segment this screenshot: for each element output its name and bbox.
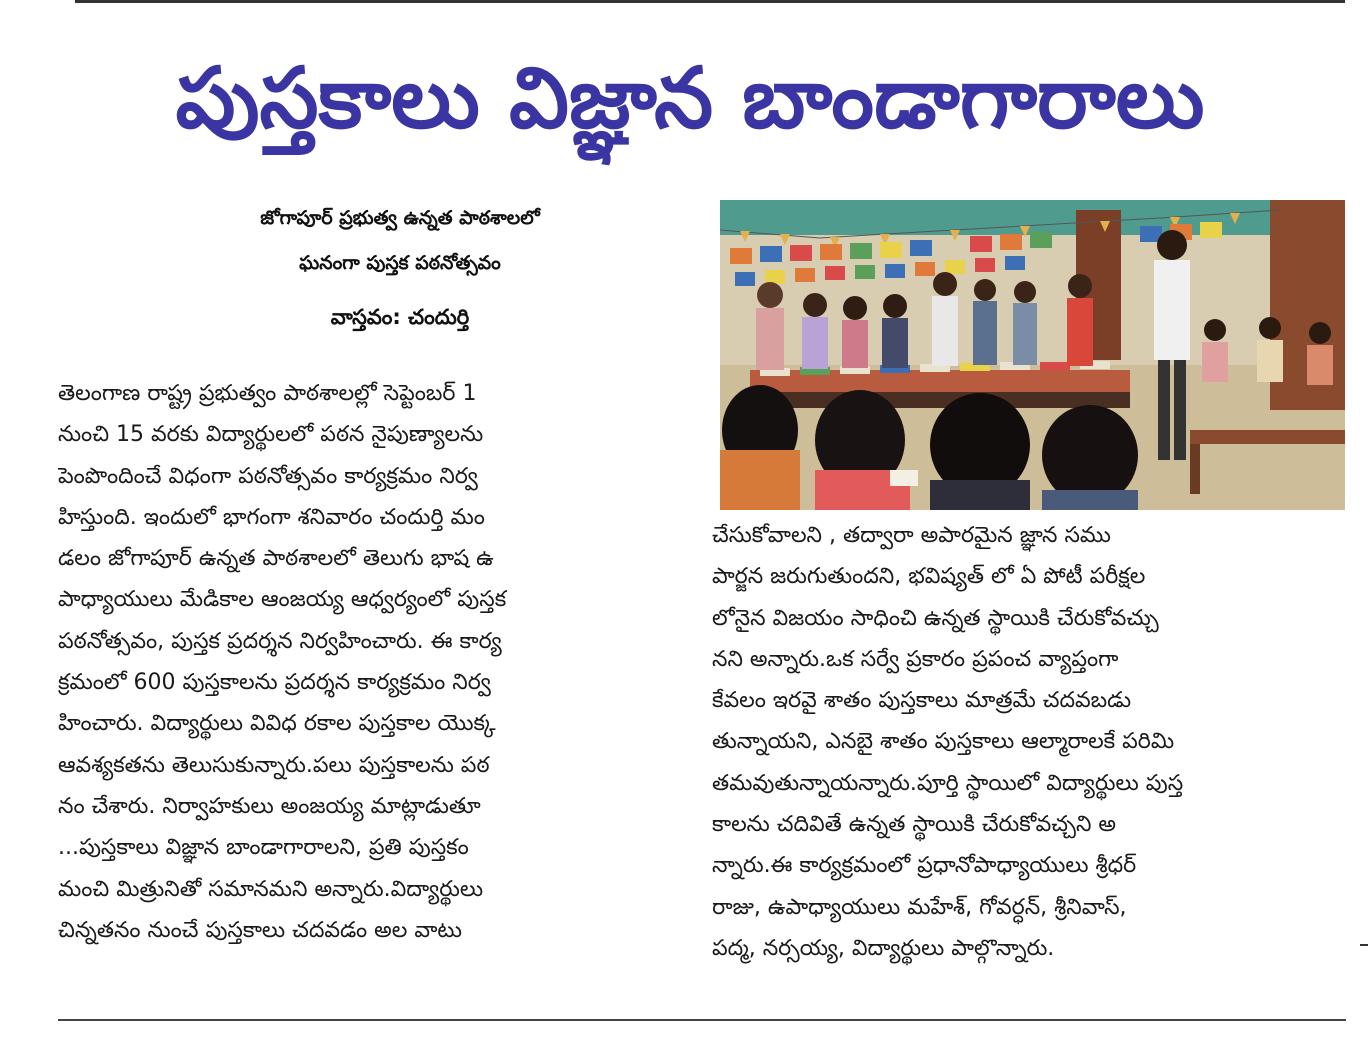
text-line: చిన్నతనం నుంచే పుస్తకాలు చదవడం అల వాటు [58,917,462,943]
top-rule [75,0,1345,3]
bottom-rule [58,1019,1346,1021]
text-line: పెంపొందించే విధంగా పఠనోత్సవం కార్యక్రమం నిర్వ [58,463,478,489]
text-line: హిస్తుంది. ఇందులో భాగంగా శనివారం చందుర్తి మం [58,504,485,530]
text-line: మంచి మిత్రునితో సమానమని అన్నారు.విద్యార్థులు [58,876,484,902]
text-line: చేసుకోవాలని , తద్వారా అపారమైన జ్ఞాన సము [712,523,1111,548]
text-line: తమవుతున్నాయన్నారు.పూర్తి స్థాయిలో విద్యార్థులు పుస్త [712,770,1184,796]
text-line: నని అన్నారు.ఒక సర్వే ప్రకారం ప్రపంచ వ్యాప్తంగా [712,646,1119,672]
text-line: పఠనోత్సవం, పుస్తక ప్రదర్శన నిర్వహించారు. ఈ కార్య [58,628,502,654]
text-line: పార్జన జరుగుతుందని, భవిష్యత్ లో ఏ పోటీ పరీక్షల [712,564,1146,590]
text-line: నుంచి 15 వరకు విద్యార్థులలో పఠన నైపుణ్యాలను [58,422,484,448]
text-line: లోనైన విజయం సాధించి ఉన్నత స్థాయికి చేరుకోవచ్చు [712,605,1159,631]
text-line: పాధ్యాయులు మేడికాల ఆంజయ్య ఆధ్వర్యంలో పుస్తక [58,587,507,613]
side-tick [1360,944,1368,946]
news-photo [720,200,1345,510]
text-line: తున్నాయని, ఎనబై శాతం పుస్తకాలు ఆల్మారాలకే పరిమి [712,729,1175,755]
headline: పుస్తకాలు విజ్ఞాన బాండాగారాలు [175,49,1205,147]
text-line: క్రమంలో 600 పుస్తకాలను ప్రదర్శన కార్యక్రమం నిర్వ [58,670,491,696]
byline: వాస్తవం: చందుర్తి [330,305,470,329]
text-line: తెలంగాణ రాష్ట్ర ప్రభుత్వం పాఠశాలల్లో సెప్టెంబర్ 1 [58,381,477,406]
text-line: నం చేశారు. నిర్వాహకులు అంజయ్య మాట్లాడుతూ [58,793,481,819]
text-line: రాజు, ఉపాధ్యాయులు మహేశ్, గోవర్ధన్, శ్రీనివాస్, [712,894,1127,920]
text-line: పద్మ, నర్సయ్య, విద్యార్థులు పాల్గొన్నారు. [712,935,1055,961]
subheadline-line-1: జోగాపూర్ ప్రభుత్వ ఉన్నత పాఠశాలలో [260,207,540,229]
text-line: డలం జోగాపూర్ ఉన్నత పాఠశాలలో తెలుగు భాష ఉ [58,546,494,572]
text-line: ...పుస్తకాలు విజ్ఞాన బాండాగారాలని, ప్రతి పుస్తకం [58,835,469,861]
text-line: ఆవశ్యకతను తెలుసుకున్నారు.పలు పుస్తకాలను పఠ [58,752,490,778]
article-right-column [712,515,1342,969]
text-line: హించారు. విద్యార్థులు వివిధ రకాల పుస్తకాల యొక్క [58,711,496,737]
text-line: న్నారు.ఈ కార్యక్రమంలో ప్రధానోపాధ్యాయులు శ్రీధర్ [712,853,1137,879]
article-left-column [58,373,688,951]
text-line: కేవలం ఇరవై శాతం పుస్తకాలు మాత్రమే చదవబడు [712,688,1132,714]
text-line: కాలను చదివితే ఉన్నత స్థాయికి చేరుకోవచ్చని అ [712,812,1116,838]
subheadline-line-2: ఘనంగా పుస్తక పఠనోత్సవం [299,252,501,274]
